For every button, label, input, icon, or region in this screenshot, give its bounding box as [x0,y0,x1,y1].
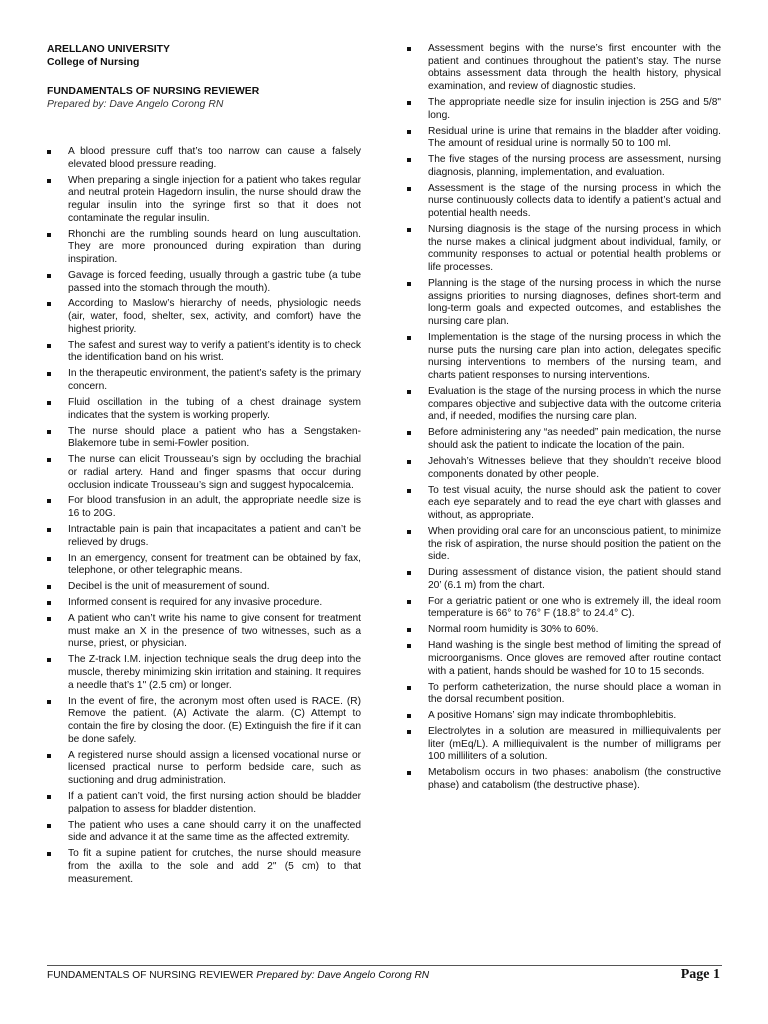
list-item-text: The five stages of the nursing process are assessment, nursing diagnosis, planning, implementation, and evaluation. [428,154,721,178]
list-item [407,278,721,329]
square-bullet-icon [407,390,411,394]
list-item-text: To perform catheterization, the nurse should place a woman in the dorsal recumbent position. [428,681,721,706]
college-name: College of Nursing [47,57,140,68]
list-item [407,726,721,764]
list-item [47,553,361,578]
square-bullet-icon [47,557,51,561]
square-bullet-icon [47,658,51,662]
list-item-text: Gavage is forced feeding, usually through a gastric tube (a tube passed into the stomach through the mouth). [68,269,361,294]
square-bullet-icon [407,628,411,632]
footer-author: Prepared by: Dave Angelo Corong RN [256,970,430,981]
list-item [47,791,361,816]
list-item-text: A blood pressure cuff that’s too narrow can cause a falsely elevated blood pressure reading. [68,146,361,170]
square-bullet-icon [407,714,411,718]
list-item [407,456,721,481]
list-item [47,696,361,747]
square-bullet-icon [47,617,51,621]
square-bullet-icon [407,336,411,340]
square-bullet-icon [47,458,51,462]
list-item-text: A positive Homans’ sign may indicate thrombophlebitis. [428,710,677,722]
list-item [47,368,361,393]
list-item [407,640,721,678]
list-item [47,175,361,226]
list-item [407,224,721,275]
list-item-text: Metabolism occurs in two phases: anabolism (the constructive phase) and catabolism (the destructive phase). [428,767,721,792]
list-item-text: Informed consent is required for any invasive procedure. [68,597,323,609]
right-column-list [407,43,721,796]
list-item [407,97,721,122]
square-bullet-icon [47,274,51,278]
list-item-text: For blood transfusion in an adult, the appropriate needle size is 16 to 20G. [68,495,361,520]
list-item-text: The Z-track I.M. injection technique seals the drug deep into the muscle, thereby minimizing skin irritation and staining. It requires a needle that’s 1" (2.5 cm) or longer. [68,654,361,691]
list-item-text: Fluid oscillation in the tubing of a chest drainage system indicates that the system is working properly. [68,396,361,421]
list-item [47,613,361,651]
list-item [47,146,361,171]
list-item [407,767,721,792]
square-bullet-icon [407,489,411,493]
square-bullet-icon [407,431,411,435]
list-item [407,567,721,592]
square-bullet-icon [407,771,411,775]
list-item-text: A registered nurse should assign a licensed vocational nurse or licensed practical nurse to perform bedside care, such as suctioning and drug administration. [68,749,361,787]
list-item [407,624,721,637]
list-item-text: In the therapeutic environment, the patient’s safety is the primary concern. [68,368,361,393]
list-item-text: Nursing diagnosis is the stage of the nursing process in which the nurse makes a clinical judgment about individual, family, or community responses to actual or potential health problems or life processes. [428,224,721,274]
square-bullet-icon [47,585,51,589]
list-item [407,154,721,179]
square-bullet-icon [407,101,411,105]
list-item [47,426,361,451]
list-item [47,229,361,267]
left-column-list [47,146,361,889]
square-bullet-icon [407,130,411,134]
list-item-text: Rhonchi are the rumbling sounds heard on lung auscultation. They are more pronounced during expiration than during inspiration. [68,228,361,265]
list-item [47,495,361,520]
list-item [407,183,721,221]
list-item [407,485,721,523]
square-bullet-icon [407,158,411,162]
list-item [407,710,721,723]
square-bullet-icon [407,282,411,286]
square-bullet-icon [47,499,51,503]
list-item [407,526,721,564]
list-item-text: When providing oral care for an unconscious patient, to minimize the risk of aspiration, the nurse should position the patient on the side. [428,525,721,563]
footer-divider [47,965,722,966]
square-bullet-icon [407,187,411,191]
page-footer [47,968,722,986]
list-item-text: The patient who uses a cane should carry it on the unaffected side and advance it at the same time as the affected extremity. [68,819,361,844]
page-number: Page 1 [680,967,720,982]
list-item-text: In an emergency, consent for treatment can be obtained by fax, telephone, or other telegraphic means. [68,552,361,577]
list-item-text: Intractable pain is pain that incapacitates a patient and can’t be relieved by drugs. [68,524,361,548]
footer-title: FUNDAMENTALS OF NURSING REVIEWER [47,970,254,981]
list-item [407,43,721,94]
list-item-text: The nurse can elicit Trousseau’s sign by occluding the brachial or radial artery. Hand and finger spasms that occur during occlusion indicate Trousseau’s sign and suggest hypocalcemia. [68,454,361,491]
list-item [407,596,721,621]
list-item-text: A patient who can’t write his name to give consent for treatment must make an X in the presence of two witnesses, such as a nurse, priest, or physician. [68,613,361,650]
list-item-text: Evaluation is the stage of the nursing process in which the nurse compares objective and subjective data with the outcome criteria and, if needed, modifies the nursing care plan. [428,386,721,423]
square-bullet-icon [47,601,51,605]
square-bullet-icon [47,372,51,376]
list-item [47,750,361,788]
list-item-text: Hand washing is the single best method of limiting the spread of microorganisms. Once gloves are removed after routine contact with a patient, hands should be washed for 10 to 15 seconds. [428,640,721,677]
list-item-text: The safest and surest way to verify a patient’s identity is to check the identification band on his wrist. [68,339,361,364]
square-bullet-icon [47,528,51,532]
list-item-text: According to Maslow’s hierarchy of needs, physiologic needs (air, water, food, shelter, sex, activity, and comfort) have the highest priority. [68,298,361,335]
list-item [47,454,361,492]
list-item-text: Decibel is the unit of measurement of sound. [68,581,270,593]
square-bullet-icon [407,686,411,690]
list-item-text: The nurse should place a patient who has a Sengstaken-Blakemore tube in semi-Fowler position. [68,425,361,450]
square-bullet-icon [407,228,411,232]
square-bullet-icon [407,730,411,734]
list-item [407,126,721,151]
list-item [47,848,361,886]
list-item [47,270,361,295]
list-item-text: For a geriatric patient or one who is extremely ill, the ideal room temperature is 66° to 76° F (18.8° to 24.4° C). [428,595,721,620]
list-item-text: In the event of fire, the acronym most often used is RACE. (R) Remove the patient. (A) Activate the alarm. (C) Attempt to contain the fire by closing the door. (E) Extinguish the fire if it can be done safely. [68,695,361,745]
square-bullet-icon [47,795,51,799]
university-name: ARELLANO UNIVERSITY [47,44,170,55]
square-bullet-icon [47,302,51,306]
list-item [407,682,721,707]
list-item-text: Before administering any “as needed” pain medication, the nurse should ask the patient to indicate the location of the pain. [428,427,721,452]
square-bullet-icon [47,824,51,828]
square-bullet-icon [47,401,51,405]
square-bullet-icon [407,600,411,604]
square-bullet-icon [407,47,411,51]
list-item-text: Assessment is the stage of the nursing process in which the nurse continuously collects data to identify a patient’s actual and potential health needs. [428,182,721,220]
list-item-text: During assessment of distance vision, the patient should stand 20’ (6.1 m) from the chart. [428,567,721,591]
header-spacer [47,69,377,85]
list-item-text: Jehovah’s Witnesses believe that they shouldn’t receive blood components donated by other people. [428,455,721,480]
list-item [47,524,361,549]
list-item-text: Implementation is the stage of the nursing process in which the nurse puts the nursing care plan into action, delegates specific nursing interventions to members of the nursing team, and charts patient responses to nursing interventions. [428,332,721,382]
square-bullet-icon [407,644,411,648]
square-bullet-icon [407,460,411,464]
list-item-text: To test visual acuity, the nurse should ask the patient to cover each eye separately and to read the eye chart with glasses and without, as appropriate. [428,484,721,521]
list-item-text: If a patient can’t void, the first nursing action should be bladder palpation to assess for bladder distention. [68,790,361,815]
document-title: FUNDAMENTALS OF NURSING REVIEWER [47,86,260,97]
list-item [47,340,361,365]
square-bullet-icon [47,430,51,434]
list-item [47,654,361,692]
square-bullet-icon [407,571,411,575]
list-item [47,581,361,594]
square-bullet-icon [47,344,51,348]
list-item-text: Residual urine is urine that remains in the bladder after voiding. The amount of residual urine is normally 50 to 100 ml. [428,125,721,150]
square-bullet-icon [47,852,51,856]
square-bullet-icon [407,530,411,534]
list-item [47,298,361,336]
list-item [407,386,721,424]
list-item [407,427,721,452]
list-item-text: To fit a supine patient for crutches, the nurse should measure from the axilla to the sole and add 2" (5 cm) to that measurement. [68,848,361,885]
document-header [47,43,377,111]
square-bullet-icon [47,233,51,237]
list-item [407,332,721,383]
square-bullet-icon [47,754,51,758]
author-line: Prepared by: Dave Angelo Corong RN [47,99,224,110]
list-item-text: The appropriate needle size for insulin injection is 25G and 5/8" long. [428,97,721,121]
list-item [47,820,361,845]
list-item [47,597,361,610]
square-bullet-icon [47,179,51,183]
square-bullet-icon [47,700,51,704]
list-item-text: Planning is the stage of the nursing process in which the nurse assigns priorities to nursing diagnoses, defines short-term and long-term goals and expected outcomes, and establishes the nursing care plan. [428,278,721,328]
list-item-text: Assessment begins with the nurse’s first encounter with the patient and continues throughout the patient’s stay. The nurse obtains assessment data through the health history, physical examination, and review of diagnostic studies. [428,43,721,93]
list-item [47,397,361,422]
square-bullet-icon [47,150,51,154]
list-item-text: Normal room humidity is 30% to 60%. [428,624,599,636]
list-item-text: Electrolytes in a solution are measured in milliequivalents per liter (mEq/L). A milliequivalent is the number of milligrams per 100 milliliters of a solution. [428,726,721,763]
list-item-text: When preparing a single injection for a patient who takes regular and neutral protein Hagedorn insulin, the nurse should draw the regular insulin into the syringe first so that it does not contaminate the regular insulin. [68,174,361,224]
